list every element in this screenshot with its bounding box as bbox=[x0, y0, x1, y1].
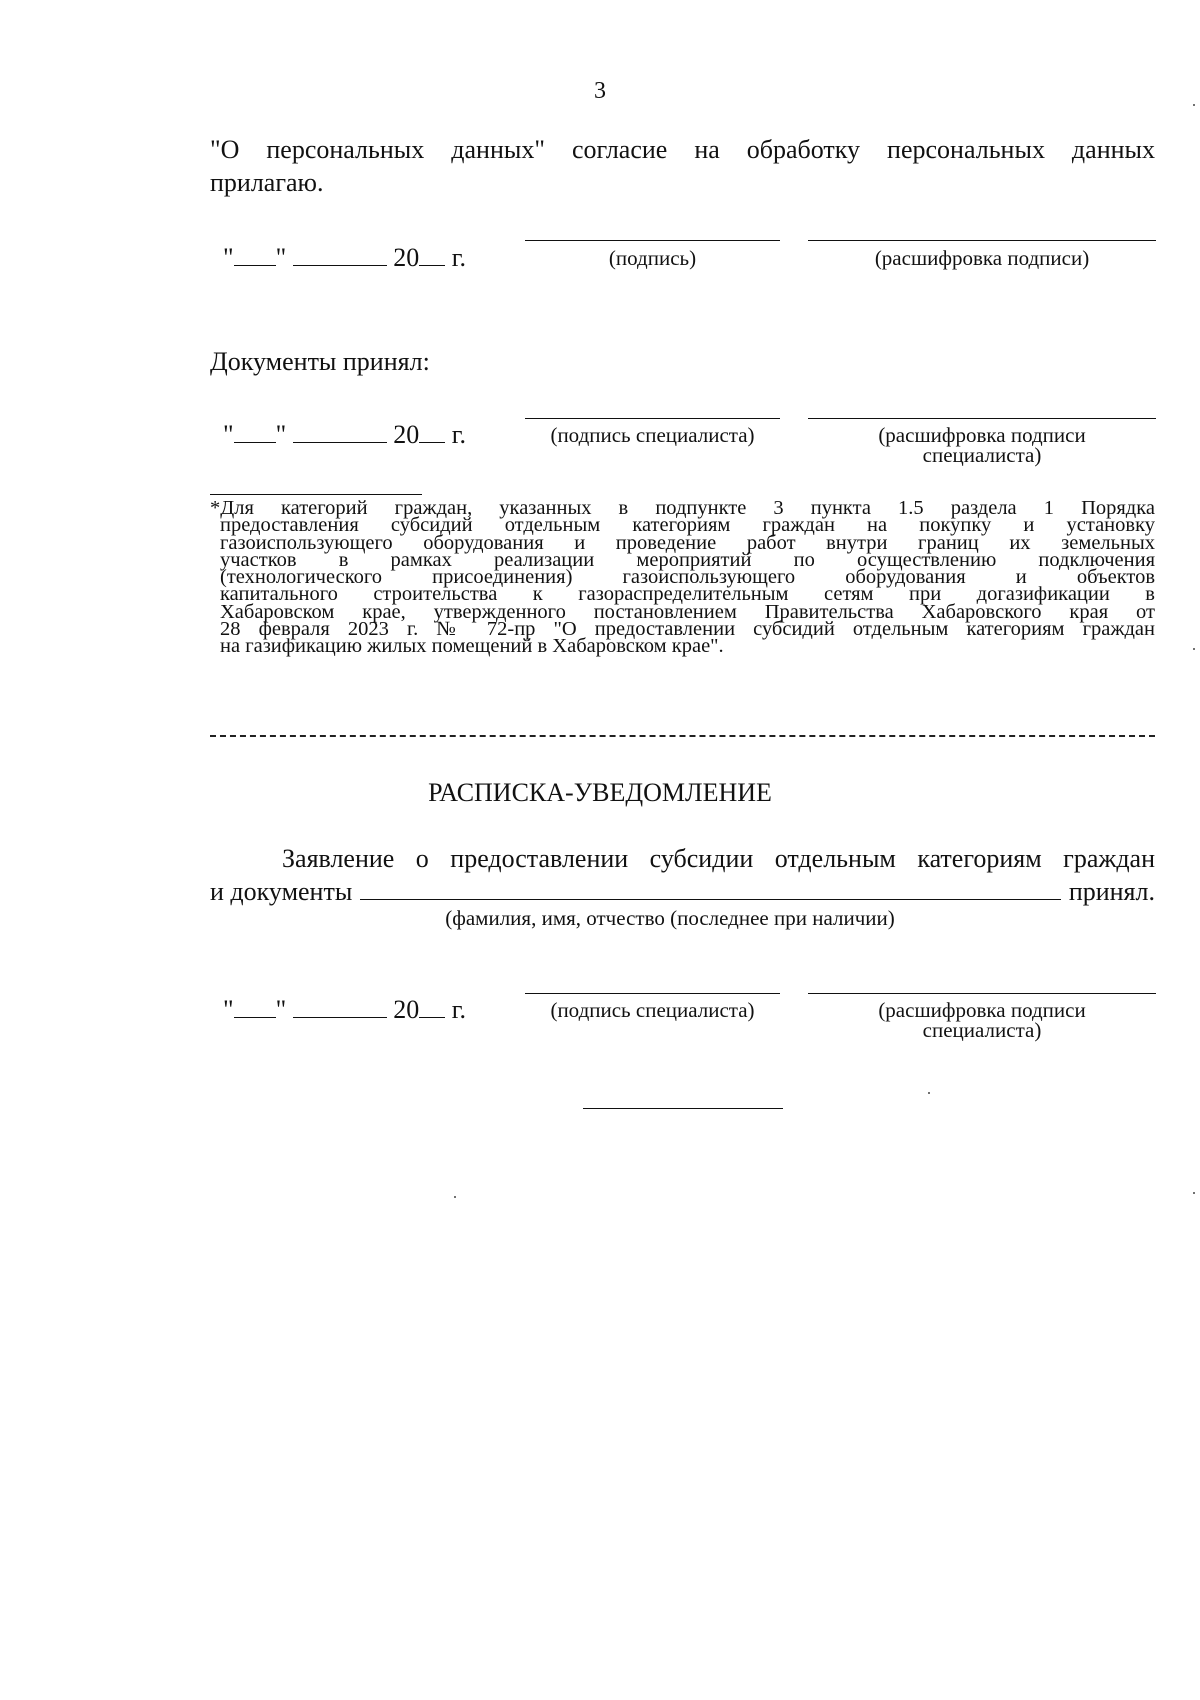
consent-line-2: прилагаю. bbox=[210, 168, 324, 197]
documents-accepted-label: Документы принял: bbox=[210, 347, 430, 376]
year-prefix: 20 bbox=[393, 995, 420, 1024]
applicant-date-row bbox=[210, 213, 466, 273]
footnote-line: Хабаровском крае, утвержденного постановлением Правительства Хабаровского края от bbox=[220, 600, 1155, 623]
cut-line bbox=[210, 735, 1155, 737]
receipt-title: РАСПИСКА-УВЕДОМЛЕНИЕ bbox=[428, 778, 772, 807]
year-blank[interactable] bbox=[419, 420, 445, 443]
receipt-line-2-suffix: принял. bbox=[1068, 877, 1155, 906]
date-open-quote: " bbox=[223, 420, 234, 449]
applicant-signature-line[interactable] bbox=[525, 240, 780, 241]
receipt-decoding-caption-line-2: специалиста) bbox=[922, 1018, 1042, 1042]
receipt-decoding-line[interactable] bbox=[808, 993, 1156, 994]
day-blank[interactable] bbox=[234, 995, 276, 1018]
scan-speck bbox=[1193, 648, 1195, 650]
receipt-line-2-prefix: и документы bbox=[210, 877, 353, 906]
date-close-quote: " bbox=[275, 995, 287, 1024]
applicant-decoding-line[interactable] bbox=[808, 240, 1156, 241]
footnote-separator bbox=[210, 494, 422, 495]
applicant-name-blank[interactable] bbox=[360, 877, 1061, 900]
footnote-line: капитального строительства к газораспределительным сетям при догазификации в bbox=[220, 583, 1155, 606]
receipt-signature-caption: (подпись специалиста) bbox=[550, 998, 755, 1022]
applicant-decoding-caption: (расшифровка подписи) bbox=[874, 246, 1090, 270]
receipt-decoding-caption bbox=[808, 1000, 1156, 1040]
date-open-quote: " bbox=[223, 995, 234, 1024]
year-suffix: г. bbox=[451, 243, 466, 272]
footnote-line: (технологического присоединения) газоиспользующего оборудования и объектов bbox=[220, 566, 1155, 589]
specialist-decoding-caption-line-2: специалиста) bbox=[922, 443, 1042, 467]
receipt-paragraph bbox=[210, 842, 1155, 908]
scan-speck bbox=[1193, 104, 1195, 106]
year-suffix: г. bbox=[451, 420, 466, 449]
date-close-quote: " bbox=[275, 420, 287, 449]
footnote-line: *Для категорий граждан, указанных в подпункте 3 пункта 1.5 раздела 1 Порядка bbox=[210, 497, 1155, 519]
footnote-line: 28 февраля 2023 г. № 72-пр "О предоставлении субсидий отдельным категориям граждан bbox=[220, 618, 1155, 641]
year-blank[interactable] bbox=[419, 995, 445, 1018]
applicant-name-caption: (фамилия, имя, отчество (последнее при наличии) bbox=[445, 906, 895, 930]
footnote-line: газоиспользующего оборудования и проведение работ внутри границ их земельных bbox=[220, 531, 1155, 554]
receipt-line-2 bbox=[210, 875, 1155, 908]
specialist-decoding-caption-line-1: (расшифровка подписи bbox=[878, 423, 1086, 447]
receipt-line-1: Заявление о предоставлении субсидии отдельным категориям граждан bbox=[282, 844, 1155, 873]
receipt-signature-line[interactable] bbox=[525, 993, 780, 994]
specialist-signature-line[interactable] bbox=[525, 418, 780, 419]
applicant-signature-caption: (подпись) bbox=[608, 246, 697, 270]
footnote-line: предоставления субсидий отдельным категориям граждан на покупку и установку bbox=[220, 514, 1155, 537]
accepted-date-row bbox=[210, 390, 466, 450]
footnote-line: на газификацию жилых помещений в Хабаровском крае". bbox=[220, 635, 724, 658]
scan-speck bbox=[1193, 1192, 1195, 1194]
month-blank[interactable] bbox=[293, 995, 387, 1018]
year-prefix: 20 bbox=[393, 243, 420, 272]
year-blank[interactable] bbox=[419, 243, 445, 266]
day-blank[interactable] bbox=[234, 420, 276, 443]
day-blank[interactable] bbox=[234, 243, 276, 266]
specialist-decoding-line[interactable] bbox=[808, 418, 1156, 419]
date-open-quote: " bbox=[223, 243, 234, 272]
consent-line-1: "О персональных данных" согласие на обработку персональных данных bbox=[210, 135, 1155, 164]
specialist-decoding-caption bbox=[808, 425, 1156, 465]
year-prefix: 20 bbox=[393, 420, 420, 449]
receipt-date-row bbox=[210, 965, 466, 1025]
month-blank[interactable] bbox=[293, 243, 387, 266]
scan-speck bbox=[454, 1196, 456, 1198]
footnote-line: участков в рамках реализации мероприятий по осуществлению подключения bbox=[220, 548, 1155, 571]
consent-paragraph bbox=[210, 133, 1155, 199]
closing-rule bbox=[583, 1108, 783, 1109]
footnote bbox=[210, 497, 1155, 658]
scan-speck bbox=[928, 1092, 930, 1094]
page-number: 3 bbox=[594, 78, 606, 104]
receipt-decoding-caption-line-1: (расшифровка подписи bbox=[878, 998, 1086, 1022]
specialist-signature-caption: (подпись специалиста) bbox=[550, 423, 755, 447]
month-blank[interactable] bbox=[293, 420, 387, 443]
date-close-quote: " bbox=[275, 243, 287, 272]
year-suffix: г. bbox=[451, 995, 466, 1024]
